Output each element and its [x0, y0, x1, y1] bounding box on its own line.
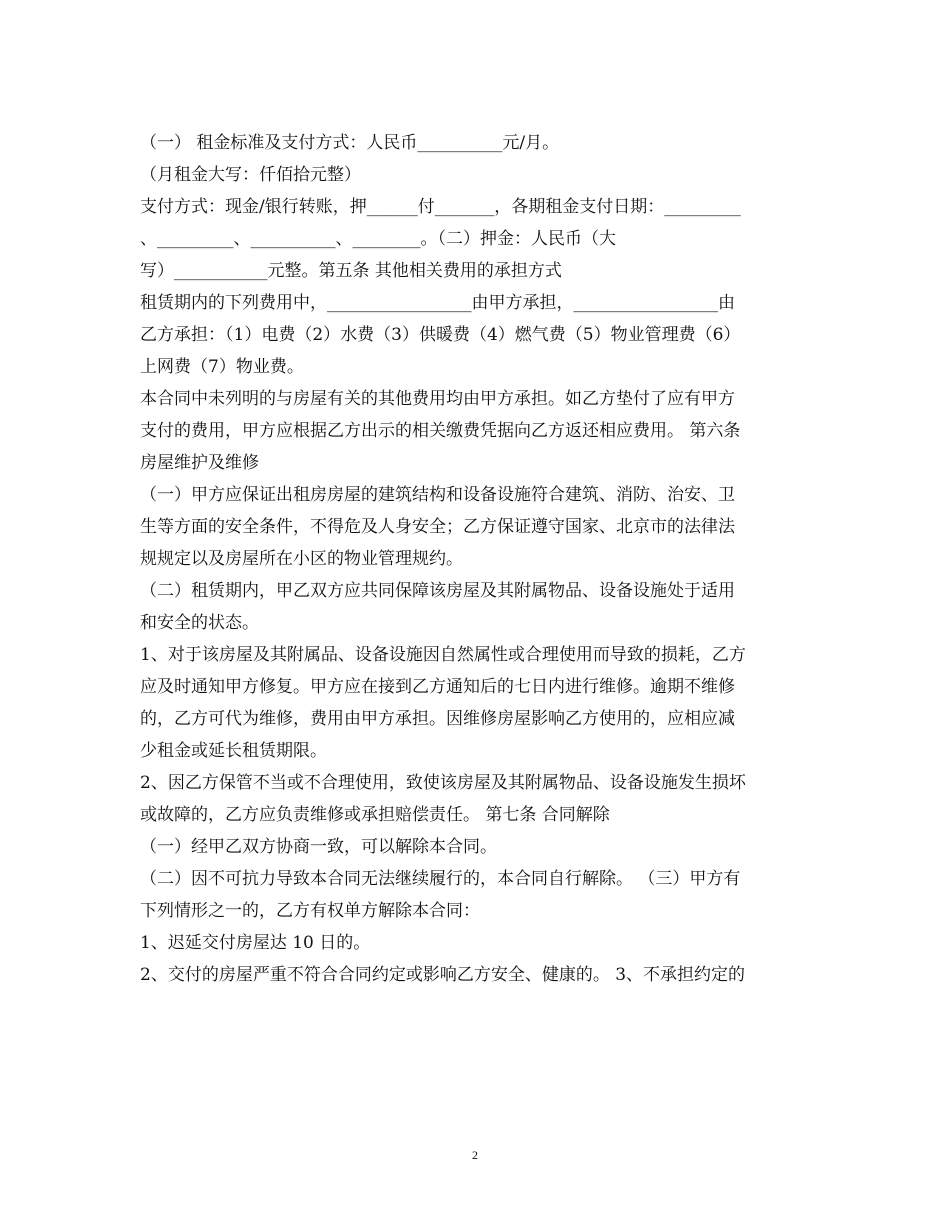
text-line: 本合同中未列明的与房屋有关的其他费用均由甲方承担。如乙方垫付了应有甲方 [140, 389, 735, 409]
text-line: 乙方承担：（1）电费（2）水费（3）供暖费（4）燃气费（5）物业管理费（6） [140, 325, 741, 345]
text-line: 写）___________元整。第五条 其他相关费用的承担方式 [140, 261, 562, 281]
text-line: 或故障的，乙方应负责维修或承担赔偿责任。 第七条 合同解除 [140, 805, 610, 825]
text-line: 上网费（7）物业费。 [140, 357, 304, 377]
text-line: （月租金大写：仟佰拾元整） [140, 165, 361, 185]
text-line: 2、交付的房屋严重不符合合同约定或影响乙方安全、健康的。 3、不承担约定的 [140, 965, 746, 985]
text-line: 支付的费用，甲方应根据乙方出示的相关缴费凭据向乙方返还相应费用。 第六条 [140, 421, 741, 441]
text-line: 房屋维护及维修 [140, 453, 259, 473]
text-line: 租赁期内的下列费用中，_________________由甲方承担，_________________由 [140, 293, 735, 313]
text-line: 1、对于该房屋及其附属品、设备设施因自然属性或合理使用而导致的损耗，乙方 [140, 645, 746, 665]
page-number: 2 [472, 1148, 478, 1162]
text-line: （二）租赁期内，甲乙双方应共同保障该房屋及其附属物品、设备设施处于适用 [140, 581, 735, 601]
text-line: 规规定以及房屋所在小区的物业管理规约。 [140, 549, 463, 569]
text-line: （一）甲方应保证出租房房屋的建筑结构和设备设施符合建筑、消防、治安、卫 [140, 485, 735, 505]
text-line: 2、因乙方保管不当或不合理使用，致使该房屋及其附属物品、设备设施发生损坏 [140, 773, 746, 793]
text-line: （一） 租金标准及支付方式：人民币__________元/月。 [140, 133, 560, 153]
text-line: （二）因不可抗力导致本合同无法继续履行的，本合同自行解除。 （三）甲方有 [140, 869, 741, 889]
text-line: 少租金或延长租赁期限。 [140, 741, 327, 761]
text-line: 和安全的状态。 [140, 613, 259, 633]
contract-body-text [140, 127, 812, 991]
text-line: 1、迟延交付房屋达 10 日的。 [140, 933, 371, 953]
text-line: 应及时通知甲方修复。甲方应在接到乙方通知后的七日内进行维修。逾期不维修 [140, 677, 735, 697]
text-line: 下列情形之一的，乙方有权单方解除本合同： [140, 901, 480, 921]
text-line: 生等方面的安全条件，不得危及人身安全；乙方保证遵守国家、北京市的法律法 [140, 517, 735, 537]
text-line: 、_________、__________、________。（二）押金：人民币（大 [140, 229, 616, 249]
text-line: 支付方式：现金/银行转账，押______付_______，各期租金支付日期：_________ [140, 197, 741, 217]
text-line: （一）经甲乙双方协商一致，可以解除本合同。 [140, 837, 497, 857]
text-line: 的，乙方可代为维修，费用由甲方承担。因维修房屋影响乙方使用的，应相应减 [140, 709, 735, 729]
